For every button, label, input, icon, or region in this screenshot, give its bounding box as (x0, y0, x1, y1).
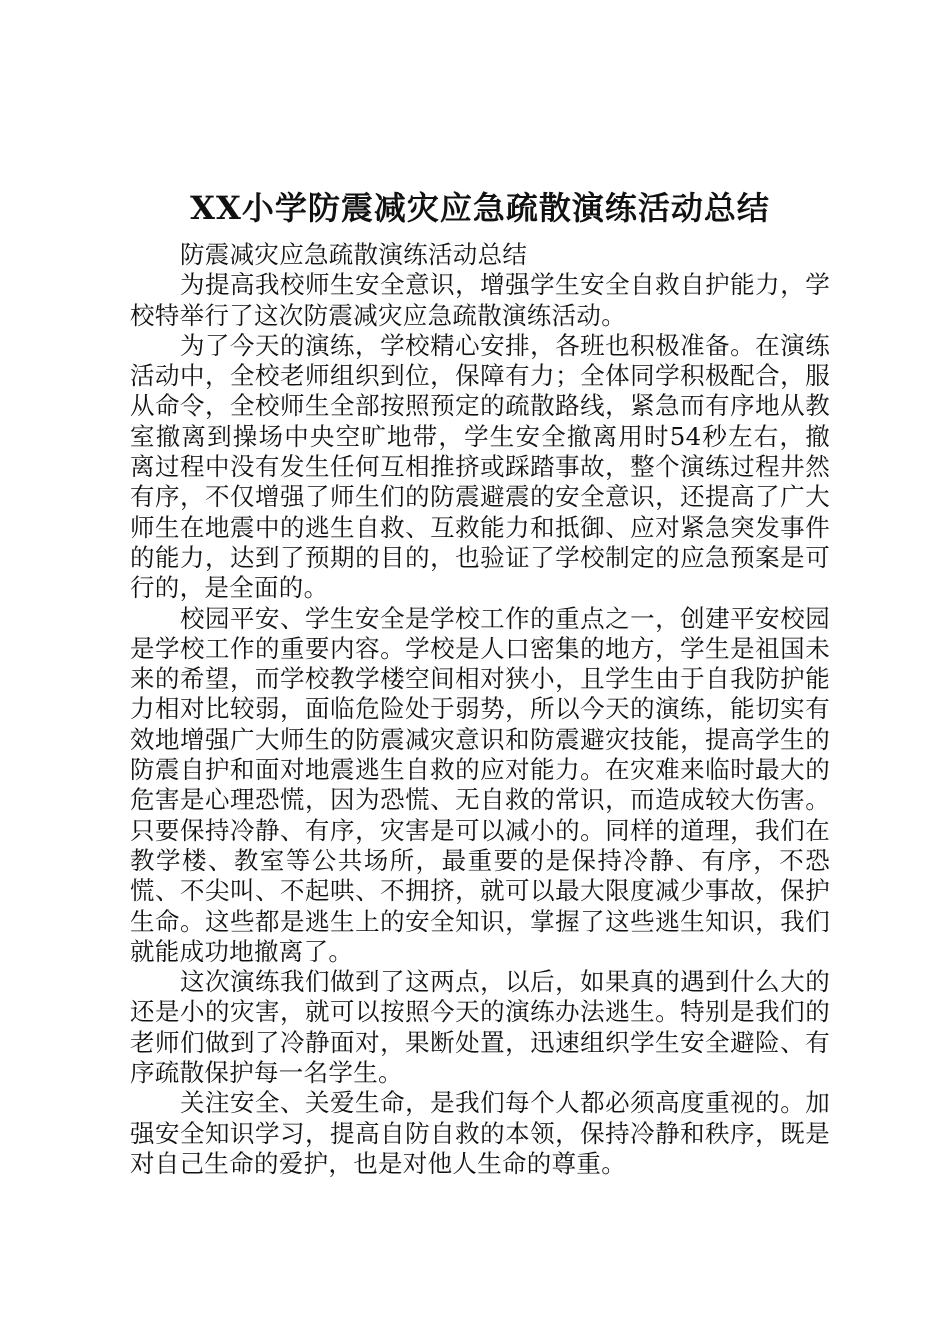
subtitle-paragraph: 防震减灾应急疏散演练活动总结 (180, 240, 528, 269)
body-paragraph-4: 这次演练我们做到了这两点，以后，如果真的遇到什么大的还是小的灾害，就可以按照今天的演练办法逃生。特别是我们的老师们做到了冷静面对，果断处置，迅速组织学生安全避险、有序疏散保护每一名学生。 (130, 967, 830, 1088)
body-paragraph-2: 为了今天的演练，学校精心安排，各班也积极准备。在演练活动中，全校老师组织到位，保障有力；全体同学积极配合，服从命令，全校师生全部按照预定的疏散路线，紧急而有序地从教室撤离到操场中央空旷地带，学生安全撤离用时54秒左右，撤离过程中没有发生任何互相推挤或踩踏事故，整个演练过程井然有序，不仅增强了师生们的防震避震的安全意识，还提高了广大师生在地震中的逃生自救、互救能力和抵御、应对紧急突发事件的能力，达到了预期的目的，也验证了学校制定的应急预案是可行的，是全面的。 (130, 330, 830, 603)
body-paragraph-1: 为提高我校师生安全意识，增强学生安全自救自护能力，学校特举行了这次防震减灾应急疏散演练活动。 (130, 270, 830, 330)
body-paragraph-3: 校园平安、学生安全是学校工作的重点之一，创建平安校园是学校工作的重要内容。学校是人口密集的地方，学生是祖国未来的希望，而学校教学楼空间相对狭小，且学生由于自我防护能力相对比较弱，面临危险处于弱势，所以今天的演练，能切实有效地增强广大师生的防震减灾意识和防震避灾技能，提高学生的防震自护和面对地震逃生自救的应对能力。在灾难来临时最大的危害是心理恐慌，因为恐慌、无自救的常识，而造成较大伤害。只要保持冷静、有序，灾害是可以减小的。同样的道理，我们在教学楼、教室等公共场所，最重要的是保持冷静、有序，不恐慌、不尖叫、不起哄、不拥挤，就可以最大限度减少事故，保护生命。这些都是逃生上的安全知识，掌握了这些逃生知识，我们就能成功地撤离了。 (130, 603, 830, 966)
document-page (130, 186, 830, 1179)
body-paragraph-5: 关注安全、关爱生命，是我们每个人都必须高度重视的。加强安全知识学习，提高自防自救的本领，保持冷静和秩序，既是对自己生命的爱护，也是对他人生命的尊重。 (130, 1088, 830, 1178)
document-title: XX小学防震减灾应急疏散演练活动总结 (190, 189, 770, 227)
